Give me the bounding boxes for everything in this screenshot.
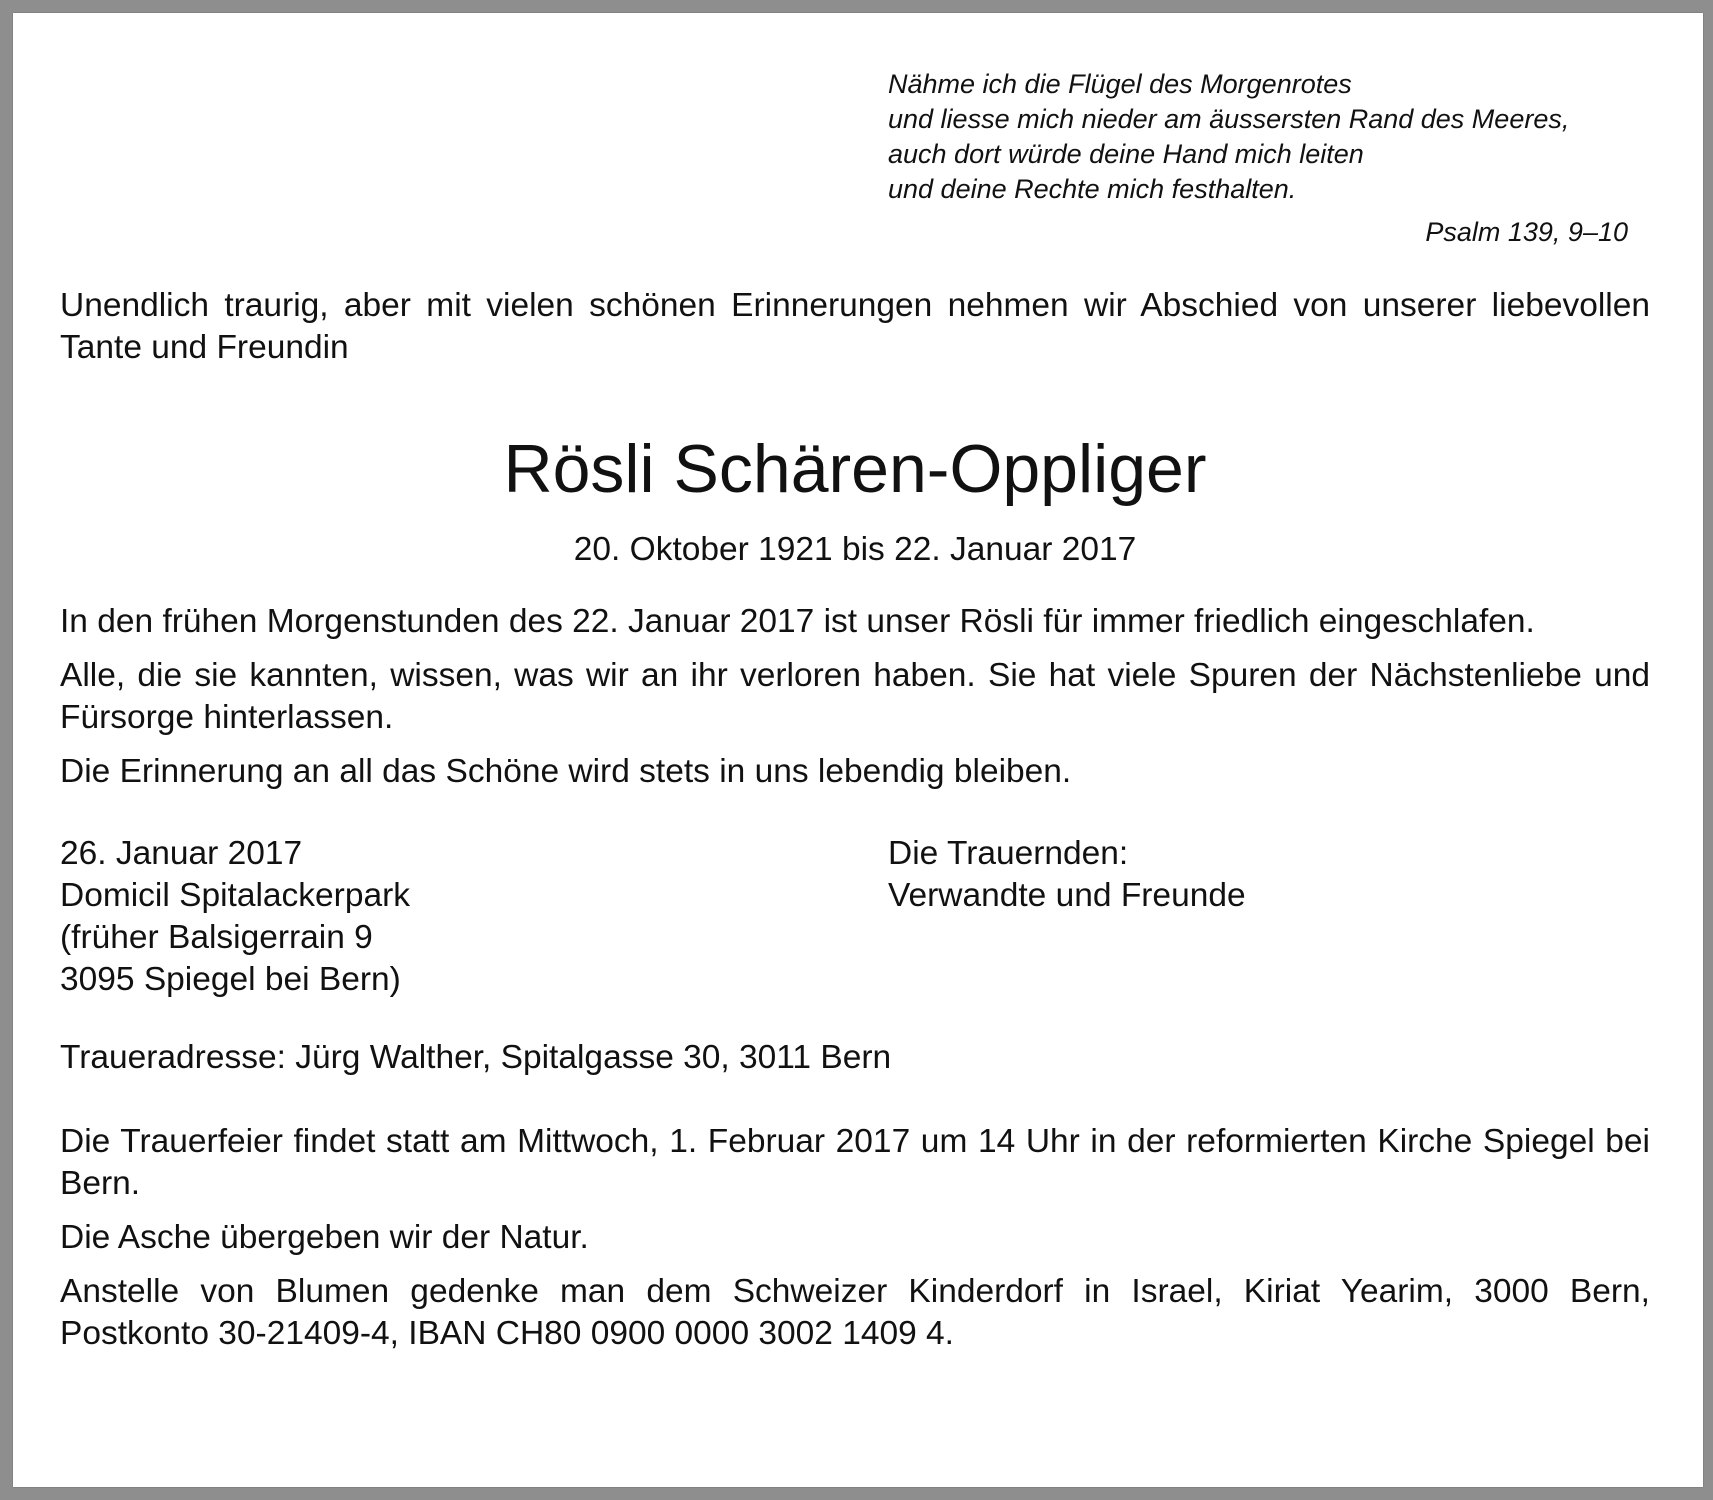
place-date-line: 3095 Spiegel bei Bern) — [60, 961, 401, 998]
quote-line: und liesse mich nieder am äussersten Rand des Meeres, — [888, 104, 1570, 134]
mourners-block — [888, 833, 1246, 917]
ashes-text: Die Asche übergeben wir der Natur. — [60, 1219, 589, 1256]
mourning-address: Traueradresse: Jürg Walther, Spitalgasse 30, 3011 Bern — [60, 1039, 892, 1076]
deceased-name: Rösli Schären-Oppliger — [503, 431, 1207, 507]
place-date-block — [60, 833, 410, 1001]
place-date-line: (früher Balsigerrain 9 — [60, 919, 373, 956]
place-date-line: 26. Januar 2017 — [60, 835, 303, 872]
quote-reference: Psalm 139, 9–10 — [1425, 217, 1628, 247]
obituary-page — [13, 13, 1703, 1487]
obituary-body — [60, 285, 1650, 1355]
intro-text: Unendlich traurig, aber mit vielen schönen Erinnerungen nehmen wir Abschied von unserer liebevollen Tante und Freundin — [60, 287, 1650, 366]
psalm-quote — [888, 67, 1648, 250]
ceremony-text: Die Trauerfeier findet statt am Mittwoch, 1. Februar 2017 um 14 Uhr in der reformierten Kirche Spiegel bei Bern. — [60, 1123, 1650, 1202]
quote-line: Nähme ich die Flügel des Morgenrotes — [888, 69, 1352, 99]
mourners-line: Verwandte und Freunde — [888, 877, 1246, 914]
quote-line: und deine Rechte mich festhalten. — [888, 174, 1297, 204]
life-dates: 20. Oktober 1921 bis 22. Januar 2017 — [573, 531, 1137, 568]
paragraph: Alle, die sie kannten, wissen, was wir an ihr verloren haben. Sie hat viele Spuren der Nächstenliebe und Fürsorge hinterlassen. — [60, 657, 1650, 736]
paragraph: In den frühen Morgenstunden des 22. Januar 2017 ist unser Rösli für immer friedlich eingeschlafen. — [60, 603, 1535, 640]
paragraph: Die Erinnerung an all das Schöne wird stets in uns lebendig bleiben. — [60, 753, 1072, 790]
mourners-line: Die Trauernden: — [888, 835, 1129, 872]
place-date-line: Domicil Spitalackerpark — [60, 877, 410, 914]
quote-line: auch dort würde deine Hand mich leiten — [888, 139, 1364, 169]
donation-text: Anstelle von Blumen gedenke man dem Schweizer Kinderdorf in Israel, Kiriat Yearim, 3000 Bern, Postkonto 30-21409-4, IBAN CH80 0900 0000 3002 1409 4. — [60, 1273, 1650, 1352]
signature-section — [60, 833, 1650, 1003]
